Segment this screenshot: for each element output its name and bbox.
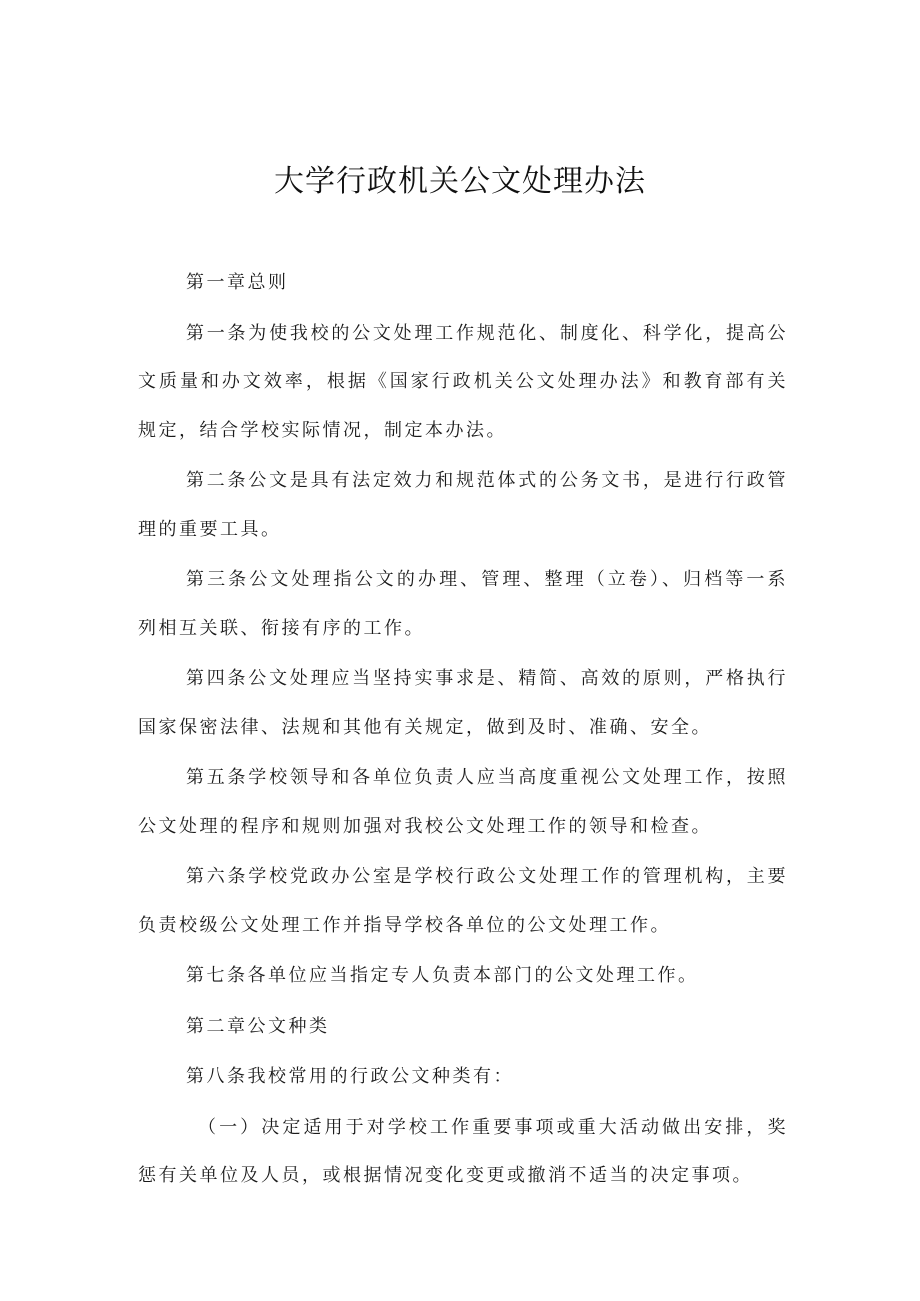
article-paragraph: 第二条公文是具有法定效力和规范体式的公务文书，是进行行政管理的重要工具。 [138, 470, 788, 540]
article-paragraph: 第四条公文处理应当坚持实事求是、精简、高效的原则，严格执行国家保密法律、法规和其他有关规定，做到及时、准确、安全。 [138, 668, 788, 738]
article-paragraph: 第六条学校党政办公室是学校行政公文处理工作的管理机构，主要负责校级公文处理工作并指导学校各单位的公文处理工作。 [138, 866, 788, 936]
article-paragraph: 第八条我校常用的行政公文种类有： [186, 1066, 514, 1087]
article-paragraph: 第三条公文处理指公文的办理、管理、整理（立卷）、归档等一系列相互关联、衔接有序的工作。 [138, 569, 788, 639]
article-paragraph: 第五条学校领导和各单位负责人应当高度重视公文处理工作，按照公文处理的程序和规则加强对我校公文处理工作的领导和检查。 [138, 767, 788, 837]
document-body [138, 259, 788, 1203]
chapter-heading: 第二章公文种类 [186, 1015, 330, 1037]
article-paragraph: 第七条各单位应当指定专人负责本部门的公文处理工作。 [186, 965, 699, 986]
list-item: （一）决定适用于对学校工作重要事项或重大活动做出安排，奖惩有关单位及人员，或根据情况变化变更或撤消不适当的决定事项。 [138, 1116, 788, 1186]
document-title: 大学行政机关公文处理办法 [274, 164, 646, 199]
article-paragraph: 第一条为使我校的公文处理工作规范化、制度化、科学化，提高公文质量和办文效率，根据《国家行政机关公文处理办法》和教育部有关规定，结合学校实际情况，制定本办法。 [138, 322, 788, 441]
chapter-heading: 第一章总则 [186, 272, 289, 293]
